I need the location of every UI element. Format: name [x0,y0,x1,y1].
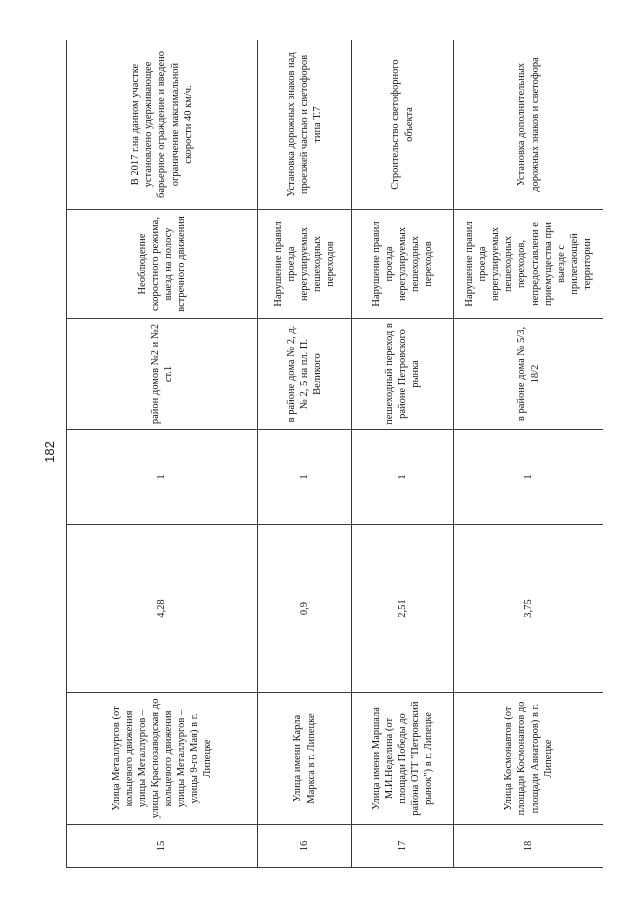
length-cell: 4,28 [67,525,258,693]
street-cell: Улица Металлургов (от кольцевого движения улицы Металлургов – улицы Краснозаводская до кольцевого движения улицы Металлургов – улицы 9-го Мая) в г. Липецке [67,693,258,825]
table-row [67,40,258,868]
violation-cell: Нарушение правил проезда нерегулируемых пешеходных переходов [258,210,352,319]
measure-cell: Установка дорожных знаков над проезжей частью и светофоров типа Т.7 [258,40,352,210]
street-cell: Улица Космонавтов (от площади Космонавтов до площади Авиаторов) в г. Липецке [454,693,604,825]
page-number: 182 [41,441,57,463]
count-cell: 1 [67,430,258,525]
measure-cell: Установка дополнительных дорожных знаков и светофора [454,40,604,210]
violation-cell: Нарушение правил проезда нерегулируемых пешеходных переходов, непредоставлени е приемущества при выезде с прилегающей территории [454,210,604,319]
street-cell: Улица имени Маршала М.И.Неделина (от площади Победы до района ОТТ "Петровский рынок") в г. Липецке [352,693,454,825]
violation-cell: Нарушение правил проезда нерегулируемых пешеходных переходов [352,210,454,319]
measure-cell: Строительство светофорного объекта [352,40,454,210]
row-number-cell: 17 [352,825,454,868]
violation-cell: Необлюдение скоростного режима, выезд на полосу встречного движения [67,210,258,319]
row-number-cell: 15 [67,825,258,868]
place-cell: в районе дома № 5/3, 18/2 [454,319,604,430]
count-cell: 1 [454,430,604,525]
length-cell: 0,9 [258,525,352,693]
length-cell: 2,51 [352,525,454,693]
length-cell: 3,75 [454,525,604,693]
table-row [352,40,454,868]
street-cell: Улица имени Карла Маркса в г. Липецке [258,693,352,825]
table-row [454,40,604,868]
measure-cell: В 2017 г.на данном участке установлено удерживающее барьерное ограждение и введено ограничение максимальной скорости 40 км/ч. [67,40,258,210]
place-cell: пешеходный переход в районе Петровского рынка [352,319,454,430]
accident-sites-table [66,40,603,868]
place-cell: район домов №2 и №2 ст.1 [67,319,258,430]
row-number-cell: 18 [454,825,604,868]
place-cell: в районе дома № 2, д. № 2, 5 на пл. П. Великого [258,319,352,430]
table-container [66,40,603,868]
count-cell: 1 [352,430,454,525]
table-row [258,40,352,868]
row-number-cell: 16 [258,825,352,868]
count-cell: 1 [258,430,352,525]
